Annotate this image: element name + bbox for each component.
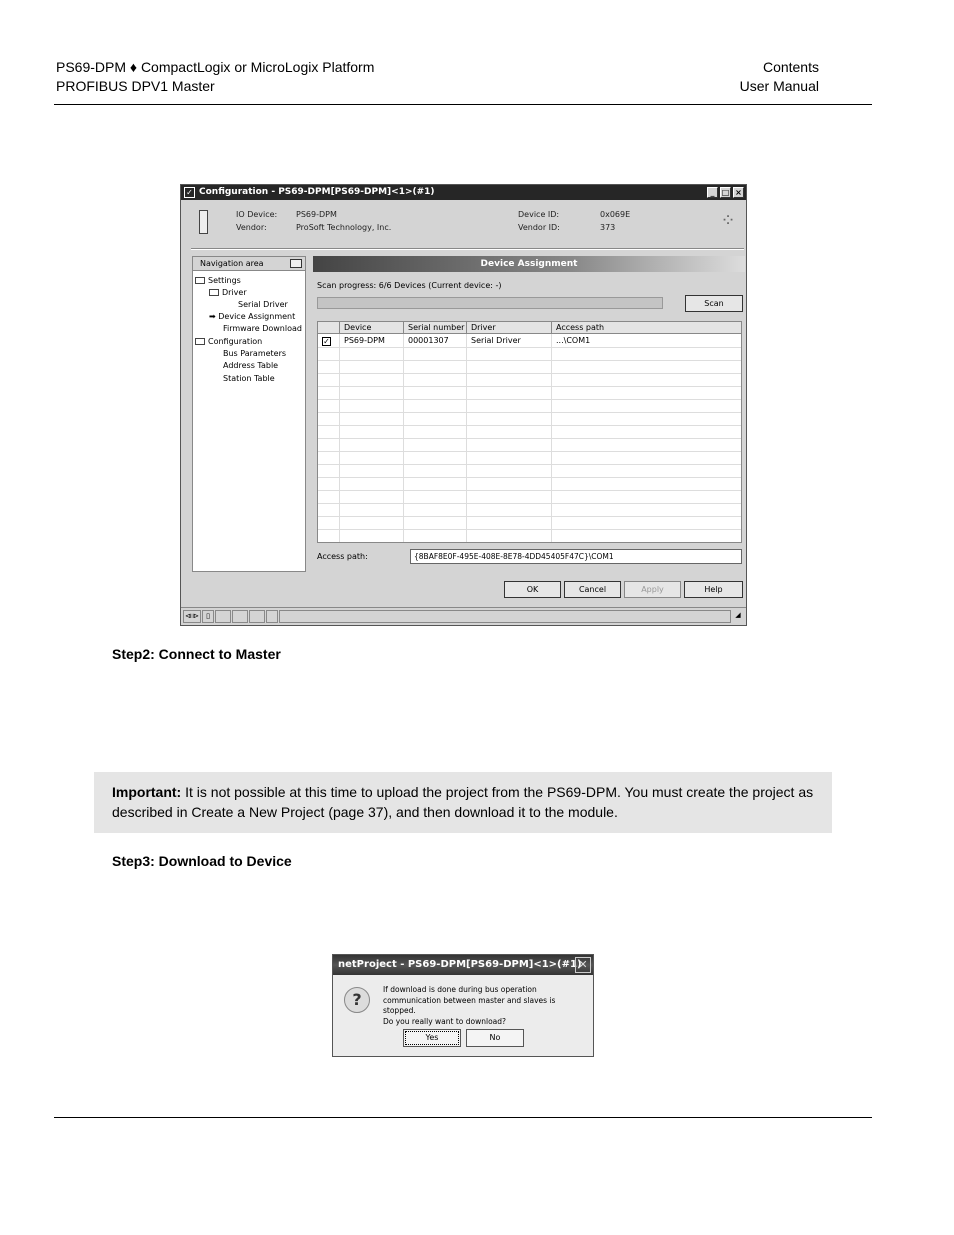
- nav-item-firmware-download[interactable]: Firmware Download: [223, 324, 302, 333]
- nav-item-bus-parameters[interactable]: Bus Parameters: [223, 349, 287, 358]
- maximize-icon[interactable]: □: [721, 188, 730, 197]
- minimize-icon[interactable]: _: [707, 187, 718, 198]
- row-divider: [318, 503, 741, 504]
- close-icon[interactable]: ✕: [575, 957, 591, 973]
- navigation-header: [193, 257, 305, 271]
- table-cell-serial[interactable]: 00001307: [408, 336, 449, 345]
- device-table: [317, 321, 742, 543]
- nav-item-address-table[interactable]: Address Table: [223, 361, 279, 370]
- status-segment: [266, 610, 278, 623]
- device-id-label: Device ID:: [518, 210, 560, 219]
- status-connection-icon: ⧏⧐: [183, 610, 201, 623]
- note-text: It is not possible at this time to upload the project from the PS69-DPM. You must create the project as described in Create a New Project (page 37), and then download it to the module.: [112, 784, 814, 820]
- nav-item-configuration[interactable]: Configuration: [195, 336, 262, 347]
- header-section: Contents: [762, 59, 819, 75]
- important-note: [94, 772, 832, 833]
- apply-button[interactable]: Apply: [624, 581, 681, 598]
- vendor-id-value: 373: [600, 223, 616, 232]
- row-divider: [318, 425, 741, 426]
- nav-item-device-assignment-row[interactable]: [209, 311, 295, 322]
- network-diamond-icon: ⁘: [720, 210, 736, 231]
- row-divider: [318, 529, 741, 530]
- step3-heading: Step3: Download to Device: [112, 853, 292, 869]
- navigation-area: [192, 256, 306, 572]
- config-title-bar: [181, 185, 746, 200]
- status-segment: [232, 610, 248, 623]
- page-header-left: [56, 58, 374, 96]
- nav-item-settings[interactable]: Settings: [195, 275, 241, 286]
- status-bar: [181, 607, 746, 625]
- table-cell-driver[interactable]: Serial Driver: [471, 336, 521, 345]
- row-divider: [318, 464, 741, 465]
- footer-rule: [54, 1117, 872, 1118]
- status-device-icon: ▯: [202, 610, 214, 623]
- help-button[interactable]: Help: [684, 581, 743, 598]
- row-divider: [318, 360, 741, 361]
- row-divider: [318, 412, 741, 413]
- dialog-message-line: If download is done during bus operation: [383, 985, 537, 994]
- scan-progress-bar: [317, 297, 663, 309]
- config-title-text: Configuration - PS69-DPM[PS69-DPM]<1>(#1): [199, 187, 435, 197]
- io-device-value: PS69-DPM: [296, 210, 337, 219]
- nav-item-device-assignment: Device Assignment: [218, 312, 296, 321]
- yes-button[interactable]: Yes: [403, 1029, 461, 1047]
- download-confirm-dialog: [332, 954, 594, 1057]
- row-divider: [318, 451, 741, 452]
- scan-button[interactable]: Scan: [685, 295, 743, 312]
- note-label: Important:: [112, 784, 182, 800]
- row-divider: [318, 399, 741, 400]
- dialog-message-line: communication between master and slaves is stopped.: [383, 995, 556, 1015]
- header-rule: [54, 104, 872, 105]
- arrow-right-icon: ➡: [209, 312, 219, 321]
- dialog-message-line: Do you really want to download?: [383, 1016, 506, 1026]
- dialog-message: [383, 985, 588, 1027]
- configuration-window: [180, 184, 747, 626]
- row-divider: [318, 386, 741, 387]
- device-id-value: 0x069E: [600, 210, 631, 219]
- column-device[interactable]: Device: [339, 322, 403, 334]
- dialog-title-bar: [333, 955, 593, 975]
- access-path-label: Access path:: [317, 552, 368, 561]
- vendor-id-label: Vendor ID:: [518, 223, 560, 232]
- row-divider: [318, 438, 741, 439]
- column-serial-number[interactable]: Serial number: [403, 322, 466, 334]
- question-icon: ?: [344, 987, 370, 1013]
- folder-open-icon: [195, 277, 205, 284]
- panel-title: Device Assignment: [313, 256, 745, 272]
- row-divider: [318, 347, 741, 348]
- io-device-label: IO Device:: [236, 210, 278, 219]
- row-divider: [318, 516, 741, 517]
- nav-item-driver[interactable]: Driver: [209, 287, 247, 298]
- access-path-field[interactable]: {8BAF8E0F-495E-408E-8E78-4DD45405F47C}\COM1: [410, 549, 742, 564]
- row-divider: [318, 490, 741, 491]
- no-button[interactable]: No: [466, 1029, 524, 1047]
- table-cell-access-path[interactable]: ...\COM1: [556, 336, 591, 345]
- status-segment: [215, 610, 231, 623]
- navigation-toggle-icon[interactable]: [290, 259, 302, 268]
- page-header-right: [740, 58, 819, 96]
- header-separator: [191, 248, 744, 250]
- nav-item-serial-driver[interactable]: Serial Driver: [238, 300, 288, 309]
- dialog-title-text: netProject - PS69-DPM[PS69-DPM]<1>(#1): [338, 959, 582, 970]
- column-driver[interactable]: Driver: [466, 322, 551, 334]
- status-segment: [249, 610, 265, 623]
- header-product-subtitle: PROFIBUS DPV1 Master: [56, 78, 215, 94]
- folder-open-icon: [195, 338, 205, 345]
- row-divider: [318, 477, 741, 478]
- step2-heading: Step2: Connect to Master: [112, 646, 281, 662]
- header-doc-type: User Manual: [739, 78, 819, 94]
- header-product-line: PS69-DPM ♦ CompactLogix or MicroLogix Platform: [56, 59, 375, 75]
- table-cell-device[interactable]: PS69-DPM: [344, 336, 385, 345]
- folder-open-icon: [209, 289, 219, 296]
- cancel-button[interactable]: Cancel: [564, 581, 621, 598]
- vendor-value: ProSoft Technology, Inc.: [296, 223, 392, 232]
- column-access-path[interactable]: Access path: [551, 322, 742, 334]
- vendor-label: Vendor:: [236, 223, 267, 232]
- resize-grip-icon[interactable]: ◢: [735, 611, 741, 619]
- app-logo-icon: ✓: [184, 187, 195, 198]
- scan-progress-text: Scan progress: 6/6 Devices (Current device: -): [317, 281, 502, 290]
- nav-item-station-table[interactable]: Station Table: [223, 374, 275, 383]
- status-segment: [279, 610, 731, 623]
- navigation-header-label: Navigation area: [200, 259, 264, 268]
- ok-button[interactable]: OK: [504, 581, 561, 598]
- device-checkbox[interactable]: ✓: [323, 337, 330, 346]
- device-icon: [199, 210, 208, 234]
- row-divider: [318, 373, 741, 374]
- table-header: [318, 322, 741, 334]
- window-controls: [707, 187, 744, 198]
- close-icon[interactable]: ×: [733, 187, 744, 198]
